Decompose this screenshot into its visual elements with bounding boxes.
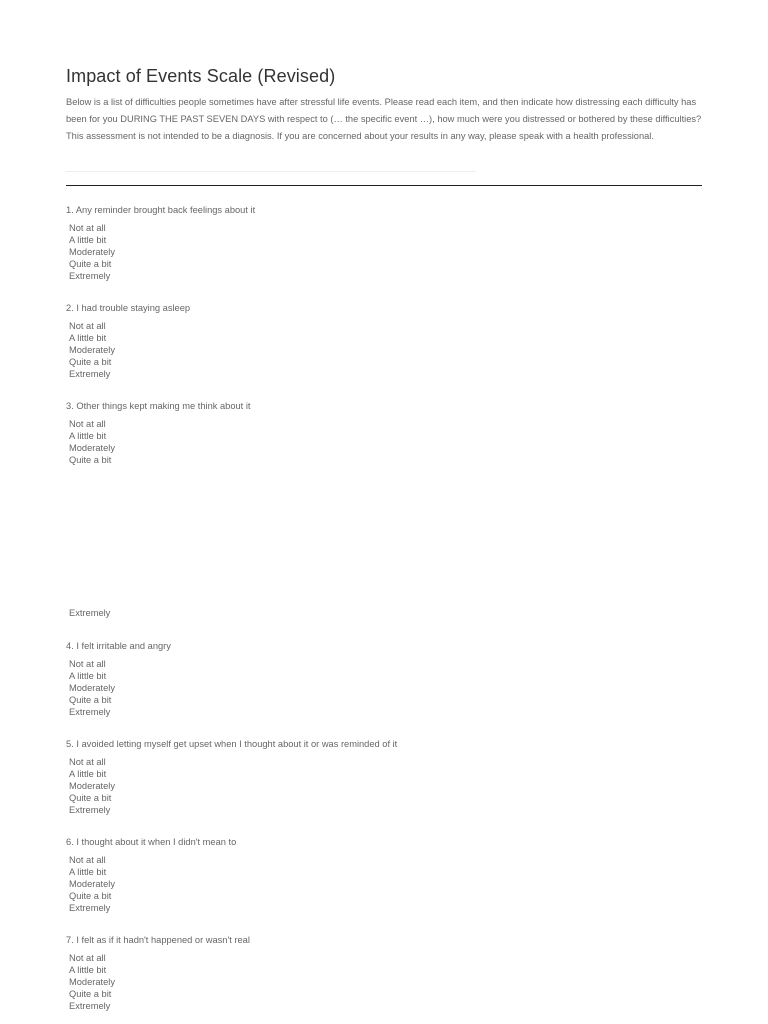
options-list bbox=[69, 320, 190, 380]
option-extremely[interactable]: Extremely bbox=[69, 707, 111, 718]
question-text: 3. Other things kept making me think about it bbox=[66, 401, 251, 411]
option-extremely[interactable]: Extremely bbox=[69, 805, 111, 816]
option-quite-a-bit[interactable]: Quite a bit bbox=[69, 793, 112, 804]
option-quite-a-bit[interactable]: Quite a bit bbox=[69, 455, 112, 466]
option-extremely[interactable]: Extremely bbox=[69, 903, 111, 914]
options-list bbox=[69, 222, 255, 282]
option-moderately[interactable]: Moderately bbox=[69, 977, 115, 988]
options-list bbox=[69, 854, 236, 914]
option-moderately[interactable]: Moderately bbox=[69, 345, 115, 356]
option-extremely[interactable]: Extremely bbox=[69, 271, 111, 282]
section-divider bbox=[66, 185, 702, 186]
option-moderately[interactable]: Moderately bbox=[69, 879, 115, 890]
option-moderately[interactable]: Moderately bbox=[69, 247, 115, 258]
question-5 bbox=[66, 738, 397, 816]
option-moderately[interactable]: Moderately bbox=[69, 781, 115, 792]
options-list bbox=[69, 952, 250, 1012]
option-quite-a-bit[interactable]: Quite a bit bbox=[69, 357, 112, 368]
question-text: 7. I felt as if it hadn't happened or wasn't real bbox=[66, 935, 250, 945]
question-4 bbox=[66, 640, 171, 718]
option-quite-a-bit[interactable]: Quite a bit bbox=[69, 259, 112, 270]
options-list bbox=[69, 756, 397, 816]
question-text: 1. Any reminder brought back feelings about it bbox=[66, 205, 256, 215]
option-a-little-bit[interactable]: A little bit bbox=[69, 333, 107, 344]
option-extremely[interactable]: Extremely bbox=[69, 608, 111, 619]
question-3 bbox=[66, 400, 251, 619]
option-extremely[interactable]: Extremely bbox=[69, 369, 111, 380]
faint-divider bbox=[66, 171, 476, 172]
question-text: 5. I avoided letting myself get upset when I thought about it or was reminded of it bbox=[66, 739, 398, 749]
question-6 bbox=[66, 836, 236, 914]
option-quite-a-bit[interactable]: Quite a bit bbox=[69, 695, 112, 706]
question-7 bbox=[66, 934, 250, 1012]
option-moderately[interactable]: Moderately bbox=[69, 443, 115, 454]
question-text: 6. I thought about it when I didn't mean to bbox=[66, 837, 237, 847]
option-a-little-bit[interactable]: A little bit bbox=[69, 965, 107, 976]
intro-text: Below is a list of difficulties people sometimes have after stressful life events. Please read each item, and then indicate how distressing each difficulty has been for you DURING THE PAST SEVEN DAYS with respect to (… the specific event …), how much were you distressed or bothered by these difficulties? This assessment is not intended to be a diagnosis. If you are concerned about your results in any way, please speak with a health professional. bbox=[66, 97, 702, 141]
option-a-little-bit[interactable]: A little bit bbox=[69, 671, 107, 682]
question-1 bbox=[66, 204, 255, 282]
option-not-at-all[interactable]: Not at all bbox=[69, 419, 106, 429]
options-list bbox=[69, 658, 171, 718]
option-a-little-bit[interactable]: A little bit bbox=[69, 769, 107, 780]
option-moderately[interactable]: Moderately bbox=[69, 683, 115, 694]
option-not-at-all[interactable]: Not at all bbox=[69, 953, 106, 963]
option-quite-a-bit[interactable]: Quite a bit bbox=[69, 989, 112, 1000]
options-list bbox=[69, 418, 251, 619]
option-a-little-bit[interactable]: A little bit bbox=[69, 867, 107, 878]
option-quite-a-bit[interactable]: Quite a bit bbox=[69, 891, 112, 902]
question-text: 2. I had trouble staying asleep bbox=[66, 303, 191, 313]
option-not-at-all[interactable]: Not at all bbox=[69, 321, 106, 331]
question-text: 4. I felt irritable and angry bbox=[66, 641, 171, 651]
option-not-at-all[interactable]: Not at all bbox=[69, 855, 106, 865]
option-not-at-all[interactable]: Not at all bbox=[69, 659, 106, 669]
option-not-at-all[interactable]: Not at all bbox=[69, 757, 106, 767]
option-extremely[interactable]: Extremely bbox=[69, 1001, 111, 1012]
option-a-little-bit[interactable]: A little bit bbox=[69, 235, 107, 246]
option-not-at-all[interactable]: Not at all bbox=[69, 223, 106, 233]
question-2 bbox=[66, 302, 190, 380]
page-title: Impact of Events Scale (Revised) bbox=[66, 66, 336, 86]
option-a-little-bit[interactable]: A little bit bbox=[69, 431, 107, 442]
